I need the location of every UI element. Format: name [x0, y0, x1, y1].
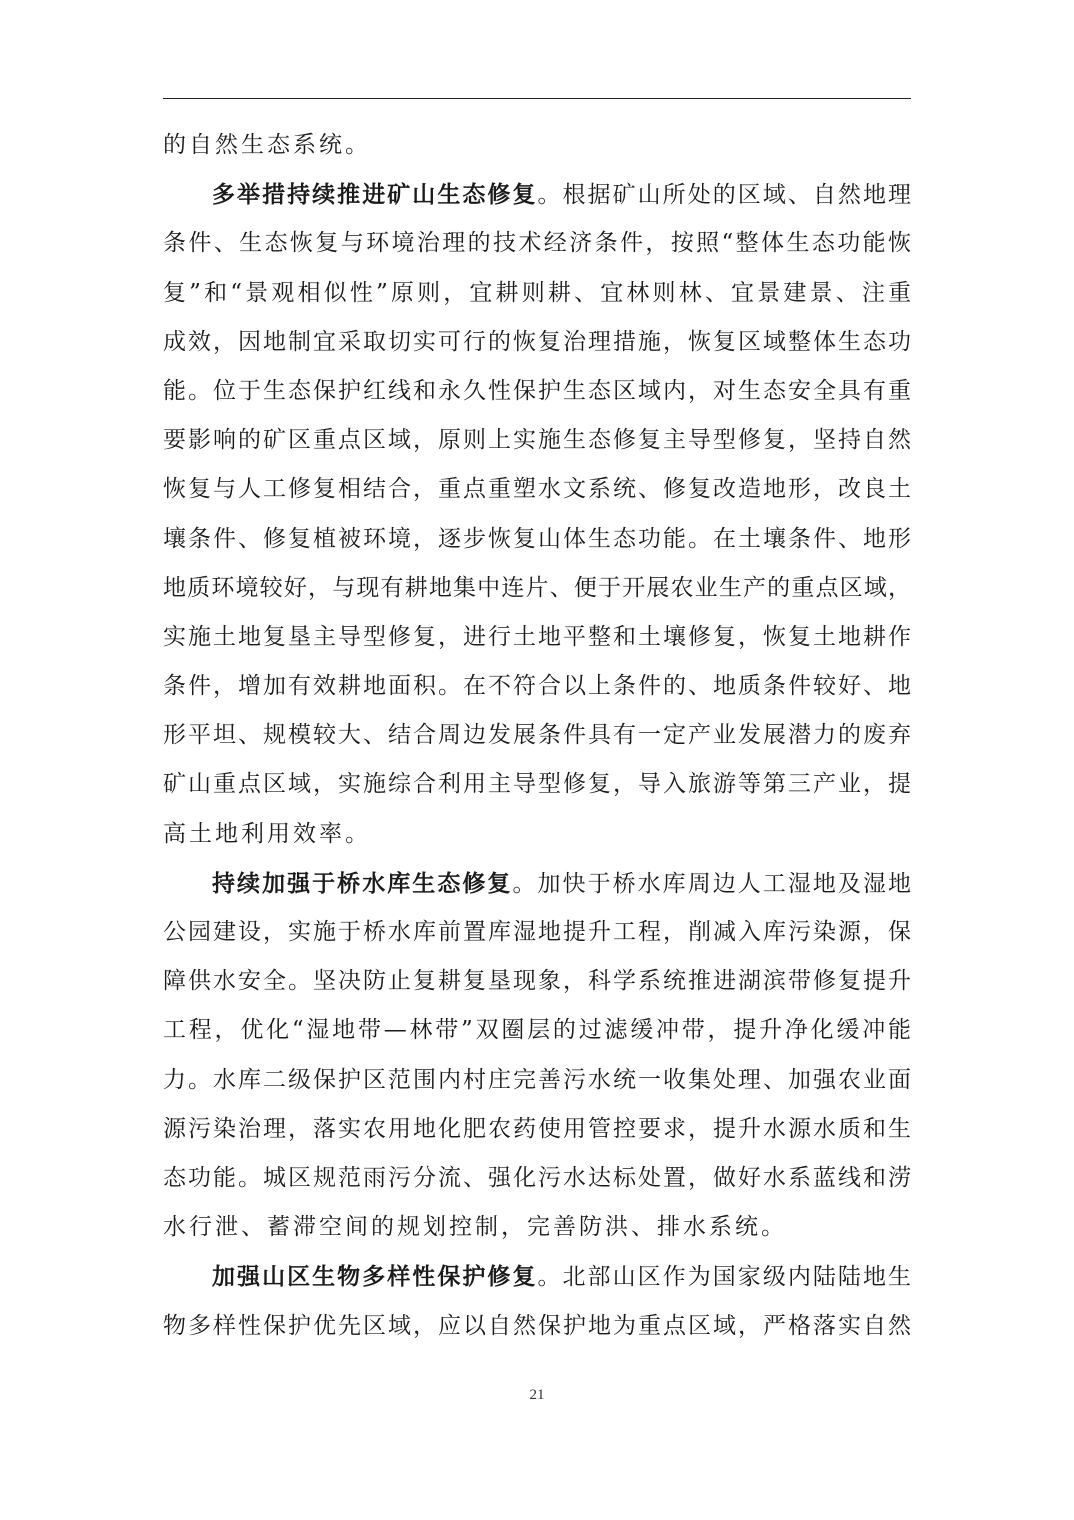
line-text: 条件，增加有效耕地面积。在不符合以上条件的、地质条件较好、地	[163, 673, 911, 700]
paragraph-line	[163, 564, 911, 613]
paragraph-line	[163, 957, 911, 1006]
line-text: 要影响的矿区重点区域，原则上实施生态修复主导型修复，坚持自然	[163, 427, 911, 454]
line-text: 工程，优化“湿地带—林带”双圈层的过滤缓冲带，提升净化缓冲能	[163, 1017, 911, 1044]
paragraph-line	[163, 662, 911, 711]
line-text: 态功能。城区规范雨污分流、强化污水达标处置，做好水系蓝线和涝	[163, 1164, 911, 1191]
paragraph-line	[163, 1154, 911, 1203]
line-text: 的自然生态系统。	[163, 132, 371, 158]
line-text: 高土地利用效率。	[163, 820, 371, 847]
paragraph-lead-reservoir-restoration: 持续加强于桥水库生态修复	[212, 869, 513, 897]
line-text: 矿山重点区域，实施综合利用主导型修复，导入旅游等第三产业，提	[163, 771, 911, 798]
paragraph-line	[163, 908, 911, 957]
paragraph-line	[163, 810, 911, 859]
line-text: 力。水库二级保护区范围内村庄完善污水统一收集处理、加强农业面	[163, 1066, 911, 1093]
line-text: 恢复与人工修复相结合，重点重塑水文系统、修复改造地形，改良土	[163, 476, 911, 503]
paragraph-line	[163, 318, 911, 367]
paragraph-lead-biodiversity: 加强山区生物多样性保护修复	[212, 1263, 538, 1291]
paragraph-line	[163, 613, 911, 662]
paragraph-line	[163, 711, 911, 760]
paragraph-line	[163, 465, 911, 514]
line-text: 物多样性保护优先区域，应以自然保护地为重点区域，严格落实自然	[163, 1312, 911, 1339]
line-text: 水行泄、蓄滞空间的规划控制，完善防洪、排水系统。	[163, 1214, 787, 1241]
line-text: 源污染治理，落实农用地化肥农药使用管控要求，提升水源水质和生	[163, 1115, 911, 1142]
line-text: 壤条件、修复植被环境，逐步恢复山体生态功能。在土壤条件、地形	[163, 525, 911, 552]
paragraph-line	[163, 515, 911, 564]
paragraph-line	[163, 1252, 911, 1301]
line-text: 。北部山区作为国家级内陆陆地生	[537, 1264, 912, 1291]
line-text: 能。位于生态保护红线和永久性保护生态区域内，对生态安全具有重	[163, 377, 911, 404]
line-text: 实施土地复垦主导型修复，进行土地平整和土壤修复，恢复土地耕作	[163, 623, 911, 650]
line-text: 复”和“景观相似性”原则，宜耕则耕、宜林则林、宜景建景、注重	[163, 279, 911, 306]
paragraph-line	[163, 1203, 911, 1252]
paragraph-line	[163, 859, 911, 908]
paragraph-line	[163, 1056, 911, 1105]
line-text: 条件、生态恢复与环境治理的技术经济条件，按照“整体生态功能恢	[163, 230, 911, 257]
paragraph-lead-mine-restoration: 多举措持续推进矿山生态修复	[212, 181, 538, 209]
line-text: 公园建设，实施于桥水库前置库湿地提升工程，削减入库污染源，保	[163, 919, 911, 945]
line-text: 障供水安全。坚决防止复耕复垦现象，科学系统推进湖滨带修复提升	[163, 968, 911, 995]
line-text: 形平坦、规模较大、结合周边发展条件具有一定产业发展潜力的废弃	[163, 722, 911, 749]
paragraph-line	[163, 1006, 911, 1055]
document-body	[163, 121, 911, 1351]
paragraph-line	[163, 367, 911, 416]
line-text: 地质环境较好，与现有耕地集中连片、便于开展农业生产的重点区域，	[163, 574, 911, 601]
line-text: 。加快于桥水库周边人工湿地及湿地	[512, 870, 912, 897]
paragraph-line	[163, 269, 911, 318]
paragraph-line	[163, 760, 911, 809]
line-text: 。根据矿山所处的区域、自然地理	[537, 182, 912, 209]
header-rule	[163, 98, 911, 99]
page-number: 21	[529, 1387, 545, 1403]
paragraph-line	[163, 1302, 911, 1351]
paragraph-line	[163, 170, 911, 219]
paragraph-line	[163, 219, 911, 268]
paragraph-line	[163, 1105, 911, 1154]
line-text: 成效，因地制宜采取切实可行的恢复治理措施，恢复区域整体生态功	[163, 328, 911, 355]
paragraph-line	[163, 416, 911, 465]
paragraph-line	[163, 121, 911, 170]
